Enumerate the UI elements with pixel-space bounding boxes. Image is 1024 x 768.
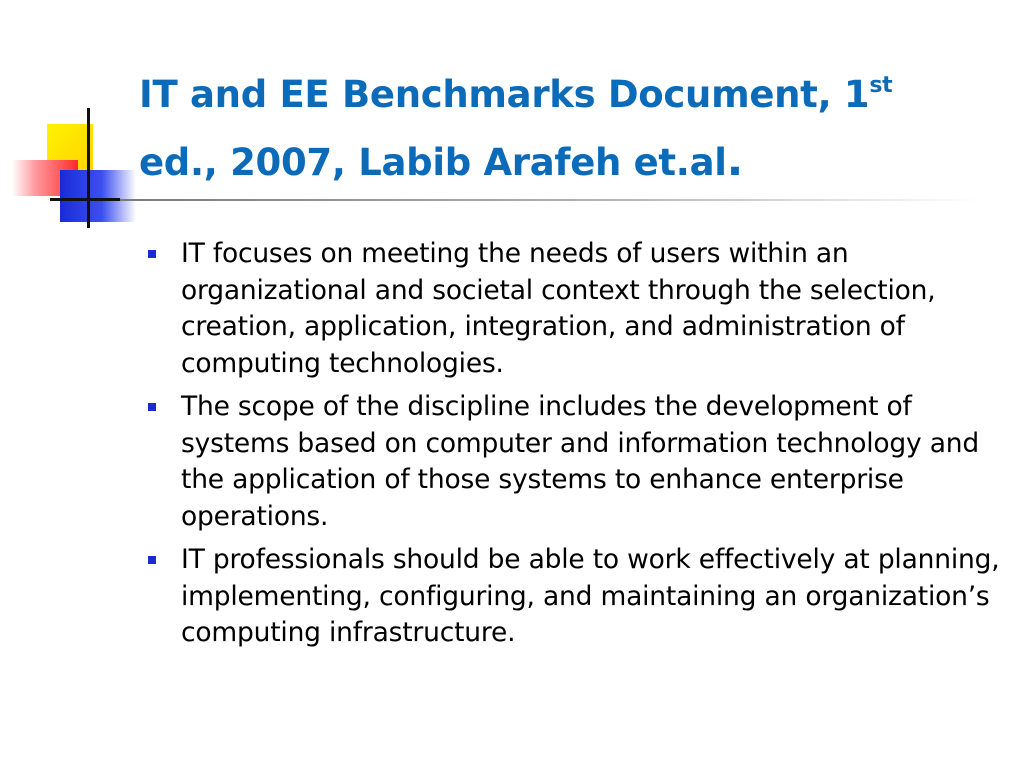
horizontal-line-shape: [50, 198, 120, 201]
square-bullet-icon: [148, 250, 156, 258]
bullet-item: [148, 389, 1008, 535]
title-period: .: [726, 135, 744, 186]
bullet-text: The scope of the discipline includes the development of systems based on computer and information technology and the application of those systems to enhance enterprise operations.: [181, 391, 979, 532]
decorative-logo: [0, 0, 150, 240]
bullet-text: IT professionals should be able to work effectively at planning, implementing, configuring, and maintaining an organization’s computing infrastructure.: [181, 544, 1000, 648]
slide-title: [139, 62, 999, 196]
bullet-list: [148, 236, 1008, 659]
title-divider: [120, 199, 980, 201]
bullet-text: IT focuses on meeting the needs of users within an organizational and societal context through the selection, creation, application, integration, and administration of computing technologies.: [181, 238, 936, 379]
vertical-line-shape: [87, 108, 90, 228]
title-line1: IT and EE Benchmarks Document, 1: [139, 73, 870, 116]
bullet-item: [148, 236, 1008, 382]
blue-rectangle-shape: [60, 170, 136, 222]
square-bullet-icon: [148, 556, 156, 564]
title-superscript: st: [869, 73, 893, 98]
square-bullet-icon: [148, 403, 156, 411]
bullet-item: [148, 542, 1008, 652]
title-line2: ed., 2007, Labib Arafeh et.al: [139, 141, 727, 184]
